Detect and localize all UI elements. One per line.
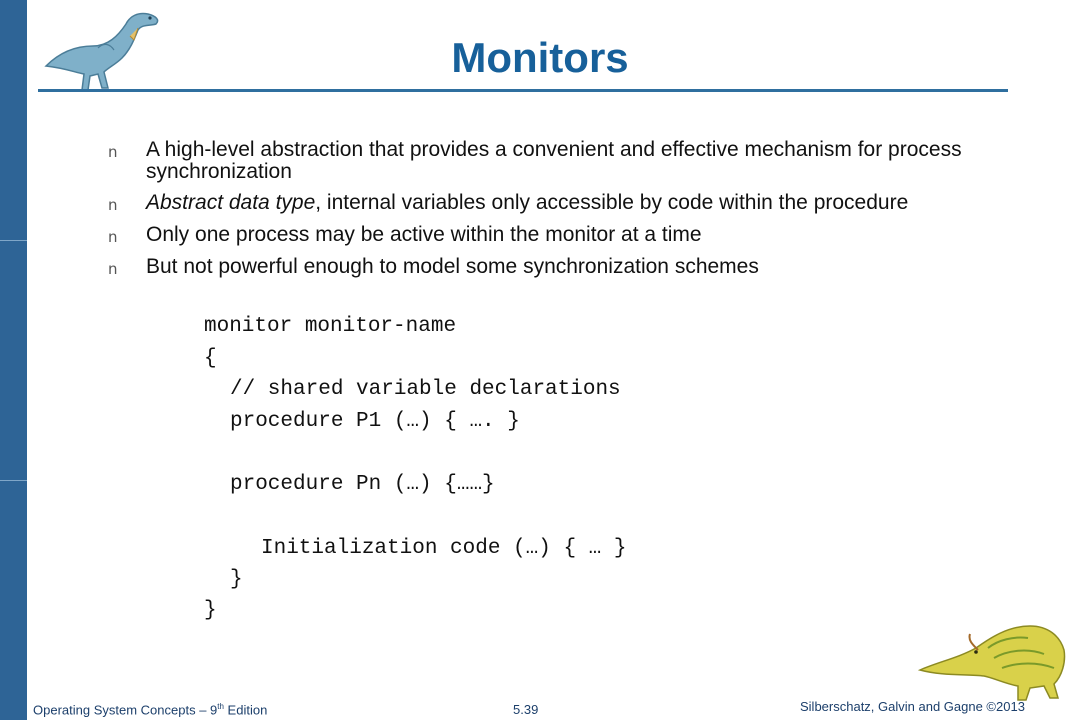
slide-title: Monitors bbox=[451, 34, 629, 81]
code-line: } bbox=[230, 568, 243, 591]
bullet-marker: n bbox=[108, 196, 118, 214]
code-line: Initialization code (…) { … } bbox=[261, 537, 627, 560]
bullet-marker: n bbox=[108, 143, 118, 161]
code-line: // shared variable declarations bbox=[230, 378, 621, 401]
footer-copyright: Silberschatz, Galvin and Gagne ©2013 bbox=[800, 699, 1025, 714]
code-line: } bbox=[204, 599, 217, 622]
code-line: { bbox=[204, 347, 217, 370]
footer-book-title-suffix: Edition bbox=[223, 702, 268, 718]
footer-book-title-prefix: Operating System Concepts – 9 bbox=[33, 702, 218, 718]
footer-book-title-sup: th bbox=[217, 702, 224, 711]
italic-term: Abstract data type bbox=[146, 191, 316, 214]
dinosaur-logo-bottom-icon bbox=[918, 618, 1068, 704]
code-line: procedure P1 (…) { …. } bbox=[230, 410, 520, 433]
bullet-text: A high-level abstraction that provides a convenient and effective mechanism for process synchronization bbox=[146, 138, 962, 183]
bullet-text: But not powerful enough to model some synchronization schemes bbox=[146, 255, 759, 278]
bullet-text: Only one process may be active within the monitor at a time bbox=[146, 223, 702, 246]
bullet-marker: n bbox=[108, 260, 118, 278]
code-line: procedure Pn (…) {……} bbox=[230, 473, 495, 496]
code-line: monitor monitor-name bbox=[204, 315, 457, 338]
bullet-marker: n bbox=[108, 228, 118, 246]
bullet-text-rest: , internal variables only accessible by code within the procedure bbox=[315, 191, 909, 214]
footer-book-title bbox=[33, 702, 267, 717]
footer-page-number: 5.39 bbox=[513, 702, 539, 717]
